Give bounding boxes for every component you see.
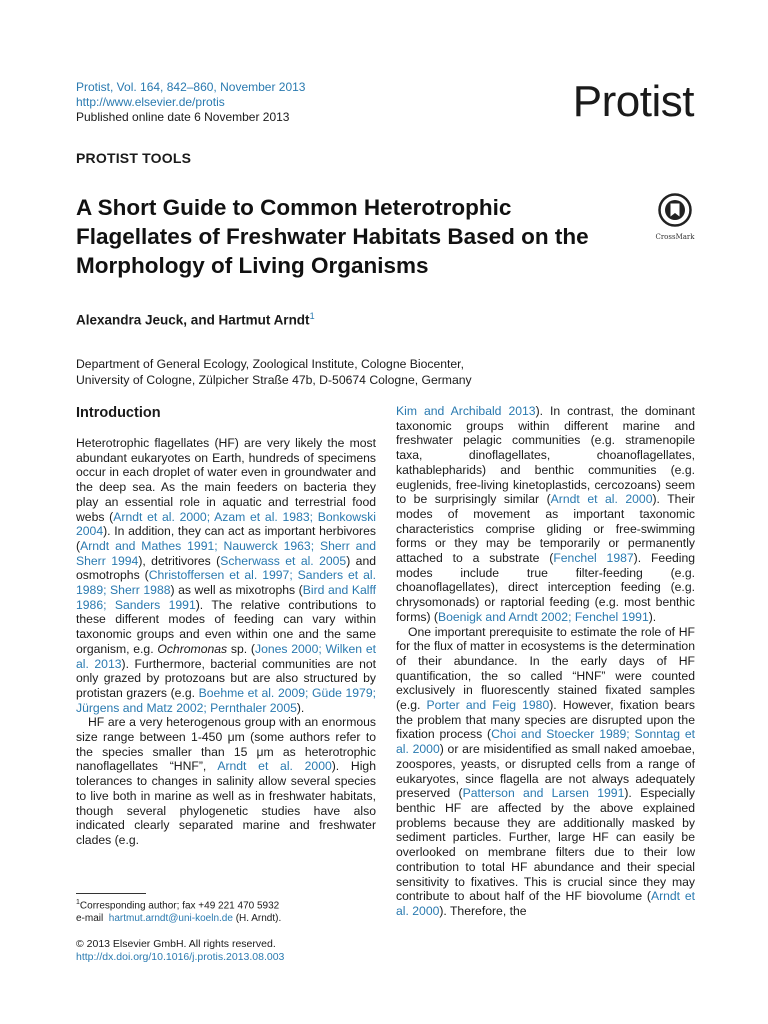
paragraph: Kim and Archibald 2013). In contrast, the dominant taxonomic groups within different marine and freshwater pelagic communities (e.g. stramenopile taxa, dinoflagellates, choanoflagellates, kathablepharids) and benthic communities (e.g. euglenids, free-living kinetoplastids, cercozoans) seem to be surprisingly similar (Arndt et al. 2000). Their modes of movement as important taxonomic characteristics comprise gliding or free-swimming forms or they may be temporarily or permanently attached to a substrate (Fenchel 1987). Feeding modes include true filter-feeding (e.g. choanoflagellates), direct interception feeding (e.g. chrysomonads) or raptorial feeding (e.g. most benthic forms) (Boenigk and Arndt 2002; Fenchel 1991). bbox=[396, 404, 696, 624]
section-heading-introduction: Introduction bbox=[76, 405, 161, 421]
section-label: PROTIST TOOLS bbox=[76, 150, 192, 166]
paragraph: One important prerequisite to estimate the role of HF for the flux of matter in ecosystems is the determination of their abundance. In the early days of HF quantification, the so called “HNF” were counted exclusively in fluorescently stained fixated samples (e.g. Porter and Feig 1980). However, fixation bears the problem that many species are disrupted upon the fixation process (Choi and Stoecker 1989; Sonntag et al. 2000) or are misidentified as small naked amoebae, zoospores, yeasts, or disrupted cells from a range of eukaryotes, since flagella are not always adequately preserved (Patterson and Larsen 1991). Especially benthic HF are affected by the above explained problems because they are additionally masked by sediment particles. Further, large HF can easily be overlooked on membrane filters due to their low contribution to total HF abundance and their special sensitivity to fixatives. This is crucial since they may contribute to about half of the HF biovolume (Arndt et al. 2000). Therefore, the bbox=[396, 624, 695, 918]
email-suffix: (H. Arndt). bbox=[235, 913, 282, 925]
article-title: A Short Guide to Common Heterotrophic Flagellates of Freshwater Habitats Based on the Morphology of Living Organisms bbox=[76, 195, 589, 278]
article-header-meta bbox=[76, 80, 305, 125]
footnote-marker: 1 bbox=[76, 899, 80, 906]
author-list bbox=[76, 311, 315, 328]
journal-citation[interactable]: Protist, Vol. 164, 842–860, November 2013 bbox=[76, 80, 306, 94]
copyright-block bbox=[76, 938, 284, 964]
paragraph: HF are a very heterogenous group with an enormous size range between 1-450 μm (some authors refer to the species smaller than 15 μm as heterotrophic nanoflagellates “HNF”, Arndt et al. 2000). High tolerances to changes in salinity allow several species to live both in marine as well as in freshwater habitats, though several phylogenetic studies have also indicated clearly separated marine and freshwater clades (e.g. bbox=[76, 715, 376, 847]
crossmark-badge[interactable] bbox=[653, 193, 697, 241]
email-prefix: e-mail bbox=[76, 913, 104, 925]
affiliation-line-1: Department of General Ecology, Zoological Institute, Cologne Biocenter, bbox=[76, 357, 464, 371]
crossmark-icon bbox=[658, 193, 692, 227]
paragraph: Heterotrophic flagellates (HF) are very likely the most abundant eukaryotes on Earth, hundreds of specimens occur in each droplet of water even in groundwater and the deep sea. As the main feeders on bacteria they play an essential role in aquatic and terrestrial food webs (Arndt et al. 2000; Azam et al. 1983; Bonkowski 2004). In addition, they can act as important herbivores (Arndt and Mathes 1991; Nauwerck 1963; Sherr and Sherr 1994), detritivores (Scherwass et al. 2005) and osmotrophs (Christoffersen et al. 1997; Sanders et al. 1989; Sherr 1988) as well as mixotrophs (Bird and Kalff 1986; Sanders 1991). The relative contributions to these different modes of feeding can vary within taxonomic groups and even within one and the same organism, e.g. Ochromonas sp. (Jones 2000; Wilken et al. 2013). Furthermore, bacterial communities are not only grazed by protozoans but are also structured by protistan grazers (e.g. Boehme et al. 2009; Güde 1979; Jürgens and Matz 2002; Pernthaler 2005). bbox=[76, 436, 377, 715]
author-names: Alexandra Jeuck, and Hartmut Arndt bbox=[76, 312, 310, 328]
journal-url-link[interactable]: http://www.elsevier.de/protis bbox=[76, 95, 225, 109]
body-column-left bbox=[76, 404, 376, 848]
doi-link[interactable]: http://dx.doi.org/10.1016/j.protis.2013.08.003 bbox=[76, 951, 285, 963]
corresponding-author-footnote bbox=[76, 896, 281, 925]
footnote-divider bbox=[76, 893, 146, 894]
copyright-notice: © 2013 Elsevier GmbH. All rights reserved. bbox=[76, 938, 276, 950]
author-email-link[interactable]: hartmut.arndt@uni-koeln.de bbox=[108, 913, 233, 925]
corresponding-author-text: Corresponding author; fax +49 221 470 5932 bbox=[79, 900, 280, 912]
body-column-right bbox=[396, 404, 695, 919]
publication-date: Published online date 6 November 2013 bbox=[76, 110, 290, 124]
author-affiliation bbox=[76, 356, 472, 388]
affiliation-line-2: University of Cologne, Zülpicher Straße 47b, D-50674 Cologne, Germany bbox=[76, 373, 472, 387]
crossmark-label: CrossMark bbox=[655, 233, 695, 241]
author-footnote-marker[interactable]: 1 bbox=[309, 311, 315, 321]
journal-logo: Protist bbox=[572, 77, 694, 126]
